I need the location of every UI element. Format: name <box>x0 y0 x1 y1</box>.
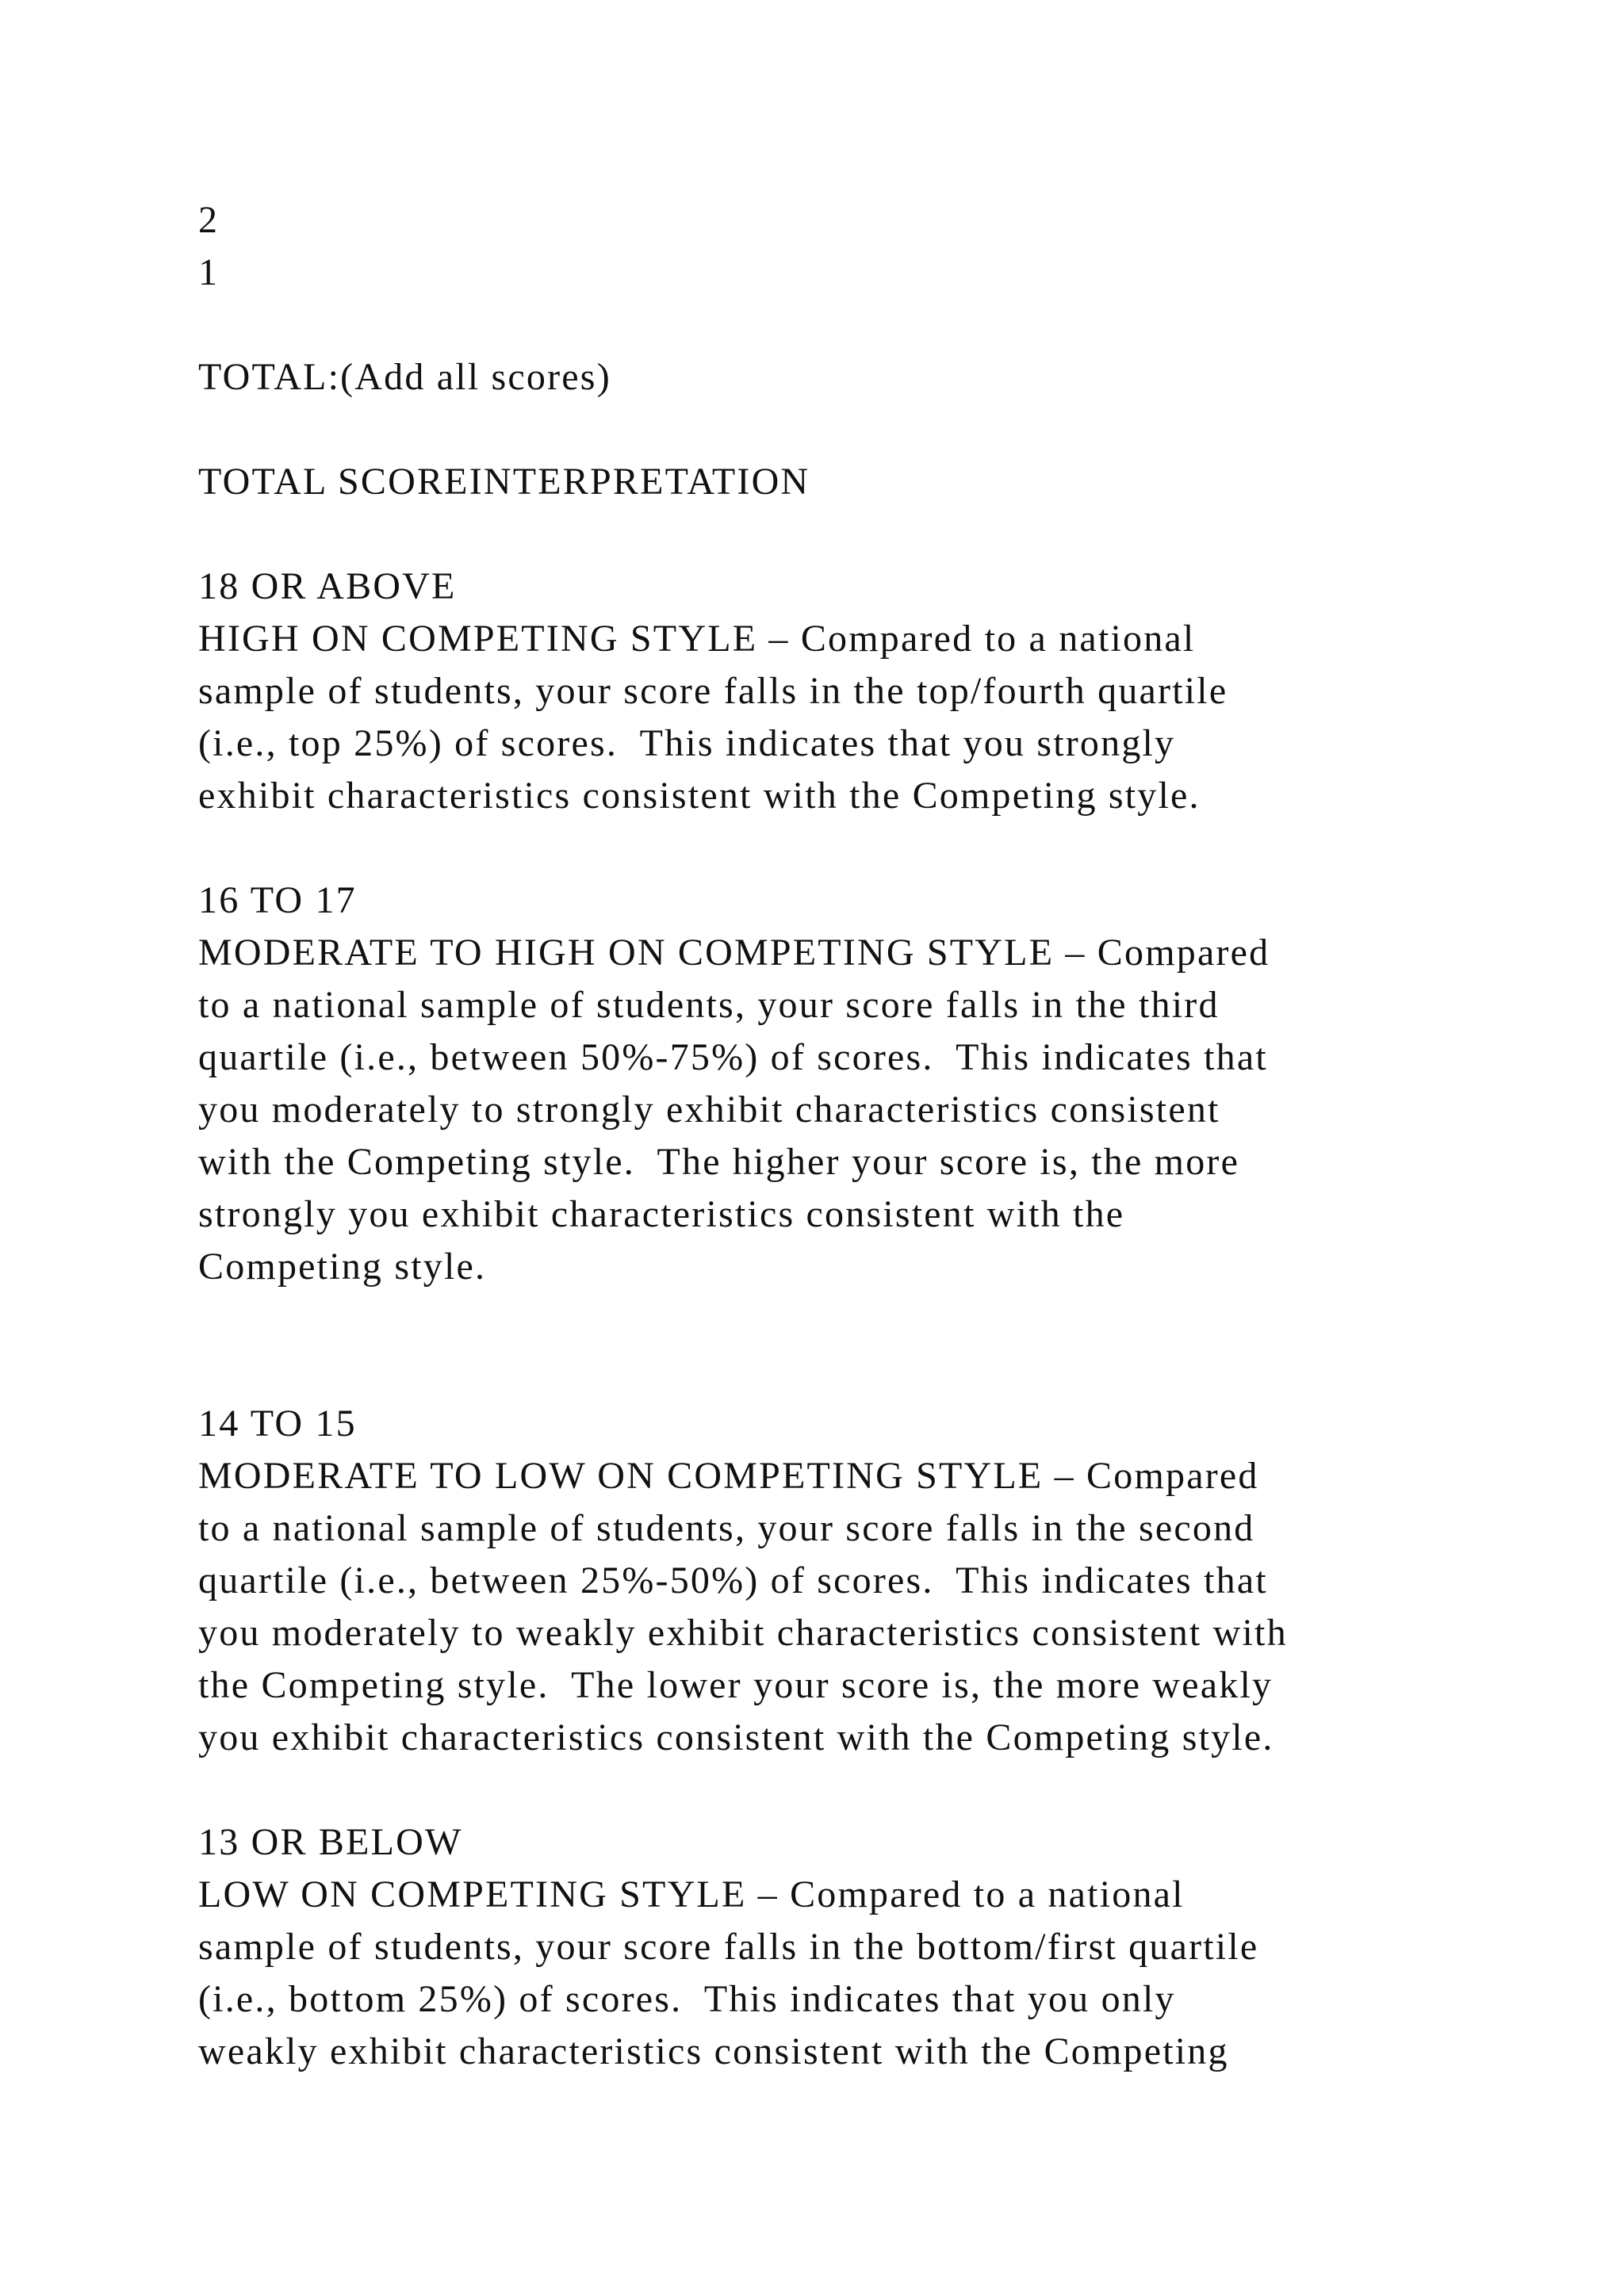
score-section-16-to-17 <box>198 874 1507 1293</box>
interpretation-line: weakly exhibit characteristics consistent with the Competing <box>198 2030 1229 2072</box>
document-text <box>198 194 1507 2078</box>
interpretation-line: quartile (i.e., between 50%-75%) of scores. This indicates that <box>198 1036 1268 1078</box>
interpretation-line: to a national sample of students, your score falls in the third <box>198 984 1220 1026</box>
interpretation-line: you exhibit characteristics consistent with the Competing style. <box>198 1716 1274 1758</box>
spacer <box>198 404 1507 456</box>
score-section-13-or-below <box>198 1816 1507 2078</box>
interpretation-line: (i.e., top 25%) of scores. This indicates that you strongly <box>198 722 1176 764</box>
interpretation-line: strongly you exhibit characteristics consistent with the <box>198 1193 1125 1235</box>
interpretation-line: quartile (i.e., between 25%-50%) of scores. This indicates that <box>198 1559 1268 1601</box>
score-range: 16 TO 17 <box>198 879 357 921</box>
interpretation-line: (i.e., bottom 25%) of scores. This indicates that you only <box>198 1978 1176 2020</box>
interpretation-line: MODERATE TO LOW ON COMPETING STYLE – Compared <box>198 1455 1259 1497</box>
interpretation-line: MODERATE TO HIGH ON COMPETING STYLE – Compared <box>198 932 1270 974</box>
spacer <box>198 1764 1507 1816</box>
page-number-1: 1 <box>198 251 220 293</box>
score-section-14-to-15 <box>198 1398 1507 1764</box>
spacer <box>198 822 1507 874</box>
interpretation-line: the Competing style. The lower your score is, the more weakly <box>198 1664 1274 1706</box>
interpretation-line: you moderately to weakly exhibit characteristics consistent with <box>198 1612 1288 1654</box>
score-range: 18 OR ABOVE <box>198 565 457 607</box>
interpretation-line: HIGH ON COMPETING STYLE – Compared to a national <box>198 618 1196 660</box>
interpretation-line: sample of students, your score falls in the top/fourth quartile <box>198 670 1228 712</box>
spacer <box>198 508 1507 561</box>
interpretation-line: to a national sample of students, your score falls in the second <box>198 1507 1255 1549</box>
score-section-18-or-above <box>198 561 1507 822</box>
spacer <box>198 299 1507 351</box>
interpretation-line: exhibit characteristics consistent with the Competing style. <box>198 775 1201 817</box>
score-range: 13 OR BELOW <box>198 1821 463 1863</box>
table-header: TOTAL SCOREINTERPRETATION <box>198 461 810 503</box>
score-range: 14 TO 15 <box>198 1402 357 1445</box>
interpretation-line: sample of students, your score falls in the bottom/first quartile <box>198 1926 1259 1968</box>
interpretation-line: Competing style. <box>198 1246 487 1288</box>
spacer <box>198 1293 1507 1398</box>
interpretation-line: you moderately to strongly exhibit characteristics consistent <box>198 1089 1220 1131</box>
page-number-2: 2 <box>198 199 220 241</box>
interpretation-line: LOW ON COMPETING STYLE – Compared to a national <box>198 1873 1185 1915</box>
interpretation-line: with the Competing style. The higher your score is, the more <box>198 1141 1240 1183</box>
total-label: TOTAL:(Add all scores) <box>198 356 611 398</box>
